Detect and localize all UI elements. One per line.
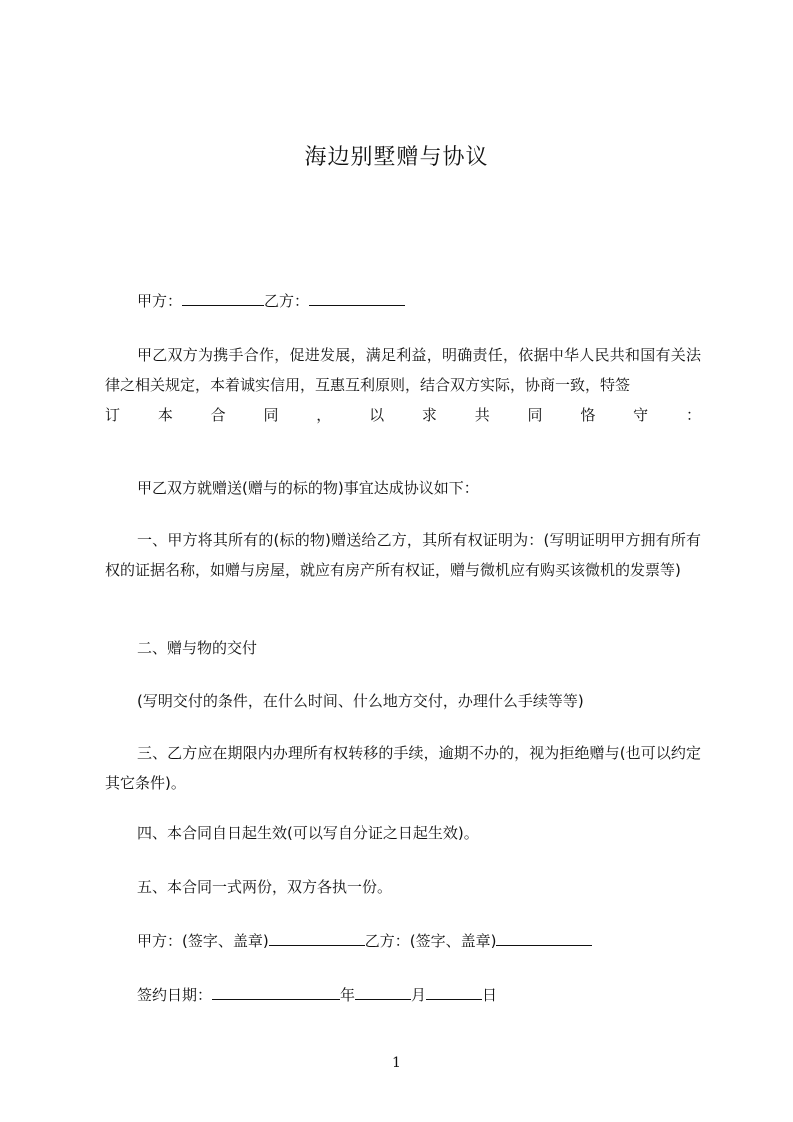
clause-1: 一、甲方将其所有的(标的物)赠送给乙方，其所有权证明为：(写明证明甲方拥有所有权的证据名称，如赠与房屋，就应有房产所有权证，赠与微机应有购买该微机的发票等) bbox=[105, 531, 701, 579]
day-blank[interactable] bbox=[426, 983, 482, 1000]
preamble-last-line bbox=[105, 400, 701, 430]
preamble-paragraph: 甲乙双方为携手合作，促进发展，满足利益，明确责任，依据中华人民共和国有关法律之相关规定，本着诚实信用，互惠互利原则，结合双方实际，协商一致，特签 bbox=[105, 346, 701, 394]
parties-line bbox=[137, 286, 701, 316]
clause-4: 四、本合同自日起生效(可以写自分证之日起生效)。 bbox=[137, 824, 479, 842]
signature-line bbox=[137, 926, 701, 956]
clause-2-heading: 二、赠与物的交付 bbox=[137, 639, 258, 657]
preamble-char: 恪 bbox=[580, 406, 596, 424]
preamble-char: 共 bbox=[474, 406, 490, 424]
party-a-signature-blank[interactable] bbox=[269, 929, 365, 946]
party-b-blank[interactable] bbox=[309, 289, 405, 306]
agreement-intro: 甲乙双方就赠送(赠与的标的物)事宜达成协议如下： bbox=[137, 479, 479, 497]
preamble-char: 求 bbox=[421, 406, 437, 424]
preamble-char: 以 bbox=[369, 406, 385, 424]
month-label: 月 bbox=[411, 986, 427, 1004]
document-title: 海边别墅赠与协议 bbox=[304, 145, 489, 170]
clause-3: 三、乙方应在期限内办理所有权转移的手续，逾期不办的，视为拒绝赠与(也可以约定其它条件)。 bbox=[105, 744, 701, 792]
page-number: 1 bbox=[392, 1055, 401, 1071]
party-a-label: 甲方： bbox=[137, 292, 183, 310]
party-a-signature-label: 甲方：(签字、盖章) bbox=[137, 932, 269, 950]
date-label: 签约日期： bbox=[137, 986, 213, 1004]
preamble-char: 同 bbox=[527, 406, 543, 424]
preamble-char: 守 bbox=[633, 406, 649, 424]
day-label: 日 bbox=[482, 986, 498, 1004]
preamble-char: 同 bbox=[263, 406, 279, 424]
preamble-char: 本 bbox=[157, 406, 173, 424]
preamble-char: 订 bbox=[105, 406, 121, 424]
preamble-char: ： bbox=[685, 406, 701, 424]
preamble-char: ， bbox=[316, 406, 332, 424]
month-blank[interactable] bbox=[355, 983, 411, 1000]
date-line bbox=[137, 980, 701, 1010]
year-blank[interactable] bbox=[212, 983, 340, 1000]
preamble-char: 合 bbox=[210, 406, 226, 424]
year-label: 年 bbox=[340, 986, 356, 1004]
party-b-signature-label: 乙方：(签字、盖章) bbox=[364, 932, 497, 950]
party-b-label: 乙方： bbox=[264, 292, 310, 310]
clause-5: 五、本合同一式两份，双方各执一份。 bbox=[137, 878, 393, 896]
party-b-signature-blank[interactable] bbox=[496, 929, 592, 946]
party-a-blank[interactable] bbox=[182, 289, 264, 306]
clause-2-body: (写明交付的条件，在什么时间、什么地方交付，办理什么手续等等) bbox=[137, 692, 584, 710]
